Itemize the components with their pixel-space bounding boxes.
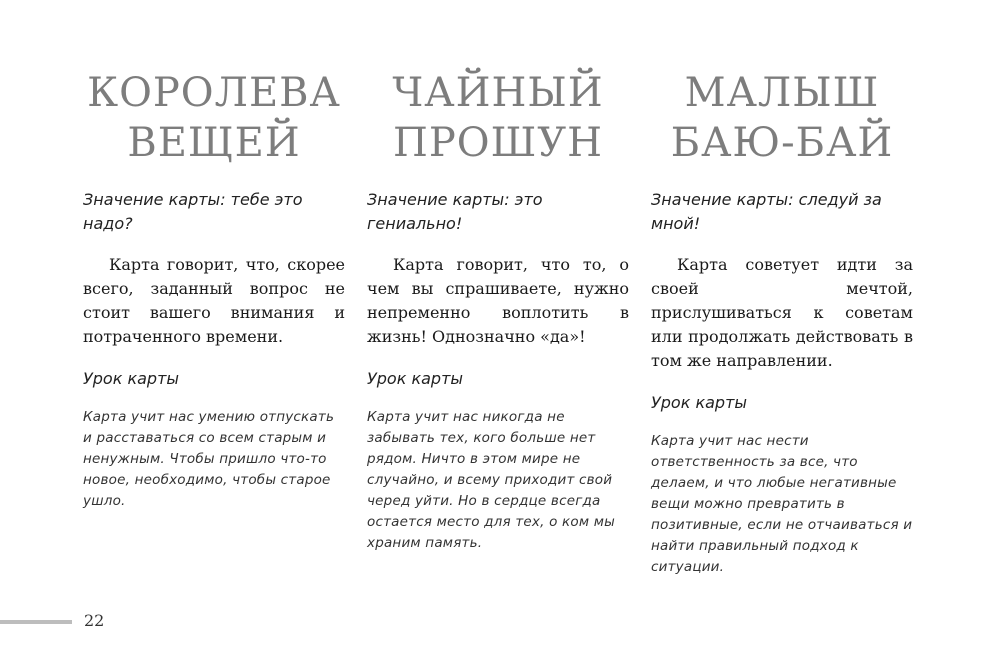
card-column-chainy-proshun [367, 68, 629, 554]
card-description: Карта советует идти за своей мечтой, прислушиваться к советам или продолжать действовать в том же направлении. [651, 255, 913, 370]
lesson-heading: Урок карты [83, 369, 180, 388]
card-title [367, 68, 629, 168]
card-title-line-2: ВЕЩЕЙ [127, 120, 301, 166]
card-title-line-1: КОРОЛЕВА [87, 70, 341, 116]
card-description: Карта говорит, что, скорее всего, заданный вопрос не стоит вашего внимания и потраченного времени. [83, 255, 345, 346]
card-title-line-2: БАЮ-БАЙ [670, 120, 894, 166]
card-column-koroleva [83, 68, 345, 512]
lesson-text: Карта учит нас никогда не забывать тех, кого больше нет рядом. Ничто в этом мире не случайно, и всему приходит свой черед уйти. Но в сердце всегда остается место для тех, о ком мы храним память. [367, 409, 615, 551]
card-title-line-1: МАЛЫШ [684, 70, 880, 116]
card-title [651, 68, 913, 168]
lesson-heading: Урок карты [651, 393, 748, 412]
card-meaning: Значение карты: это гениально! [367, 190, 543, 233]
footer-decorative-bar [0, 620, 72, 624]
lesson-text: Карта учит нас умению отпускать и расставаться со всем старым и ненужным. Чтобы пришло что-то новое, необходимо, чтобы старое ушло. [83, 409, 335, 509]
lesson-heading: Урок карты [367, 369, 464, 388]
card-title [83, 68, 345, 168]
card-description: Карта говорит, что то, о чем вы спрашиваете, нужно непременно воплотить в жизнь! Однозначно «да»! [367, 255, 629, 346]
card-meaning: Значение карты: следуй за мной! [651, 190, 882, 233]
page-number: 22 [84, 611, 105, 630]
card-column-malysh-bayu-bay [651, 68, 913, 578]
card-title-line-2: ПРОШУН [392, 120, 604, 166]
card-meaning: Значение карты: тебе это надо? [83, 190, 303, 233]
card-title-line-1: ЧАЙНЫЙ [392, 70, 604, 116]
lesson-text: Карта учит нас нести ответственность за все, что делаем, и что любые негативные вещи можно превратить в позитивные, если не отчаиваться и найти правильный подход к ситуации. [651, 433, 913, 575]
